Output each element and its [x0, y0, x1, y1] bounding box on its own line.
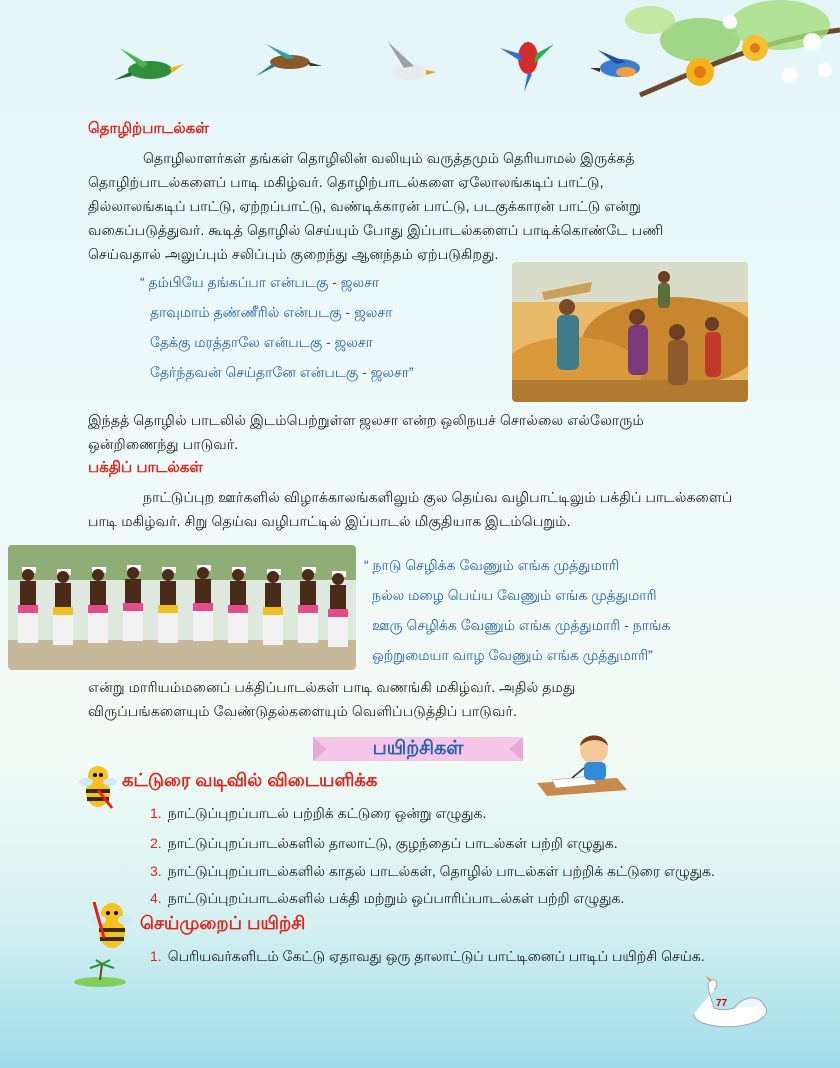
- poem-line: தாவுமாம் தண்ணீரில் என்படகு - ஜலசா: [150, 304, 393, 320]
- work-songs-after-paragraph: [88, 409, 753, 457]
- exercise-text: நாட்டுப்புறப்பாடல்களில் பக்தி மற்றும் ஒப்பாரிப்பாடல்கள் பற்றி எழுதுக.: [167, 890, 625, 906]
- exercise-text: நாட்டுப்புறப்பாடல்களில் தாலாட்டு, குழந்தைப் பாடல்கள் பற்றி எழுதுக.: [167, 835, 618, 851]
- paragraph-line: பாடி மகிழ்வர். சிறு தெய்வ வழிபாட்டில் இப்பாடல் மிகுதியாக இடம்பெறும்.: [88, 514, 571, 530]
- paragraph-line: நாட்டுப்புற ஊர்களில் விழாக்காலங்களிலும் குல தெய்வ வழிபாட்டிலும் பக்திப் பாடல்களைப்: [143, 490, 733, 506]
- devotional-songs-paragraph: [88, 486, 753, 534]
- page-number: 77: [716, 998, 728, 1009]
- poem-line: தேர்ந்தவன் செய்தானே என்படகு - ஜலசா”: [150, 364, 414, 380]
- bird-icon: [388, 42, 436, 80]
- student-writing-icon: [532, 728, 632, 800]
- poem-line: நல்ல மழை பெய்ய வேணும் எங்க முத்துமாரி: [372, 587, 657, 603]
- paragraph-line: செய்வதால் அலுப்பும் சலிப்பும் குறைந்து ஆனந்தம் ஏற்படுகிறது.: [88, 247, 499, 263]
- paragraph-line: ஒன்றிணைந்து பாடுவர்.: [88, 437, 239, 453]
- paragraph-line: இந்தத் தொழில் பாடலில் இடம்பெற்றுள்ள ஜலசா என்ற ஒலிநயச் சொல்லை எல்லோரும்: [88, 413, 644, 429]
- flower-branch-icon: [625, 0, 840, 95]
- exercise-text: பெரியவர்களிடம் கேட்டு ஏதாவது ஒரு தாலாட்டுப் பாட்டினைப் பாடிப் பயிற்சி செய்க.: [167, 948, 705, 964]
- paragraph-line: என்று மாரியம்மனைப் பக்திப்பாடல்கள் பாடி வணங்கி மகிழ்வர். அதில் தமது: [88, 680, 576, 696]
- farm-workers-illustration: [512, 262, 748, 402]
- poem-line: “ தம்பியே தங்கப்பா என்படகு - ஜலசா: [140, 274, 380, 290]
- poem-line: ஒற்றுமையா வாழ வேணும் எங்க முத்துமாரி”: [372, 647, 653, 663]
- paragraph-line: தில்லாலங்கடிப் பாட்டு, ஏற்றப்பாட்டு, வண்டிக்காரன் பாட்டு, படகுக்காரன் பாட்டு என்று: [88, 199, 642, 215]
- exercise-number: 3.: [150, 863, 162, 879]
- paragraph-line: தொழிலாளர்கள் தங்கள் தொழிலின் வலியும் வருத்தமும் தெரியாமல் இருக்கத்: [143, 151, 635, 167]
- exercise-item: [150, 805, 486, 824]
- exercise-item: [150, 863, 715, 882]
- bird-icon: [590, 50, 640, 77]
- essay-questions-heading: கட்டுரை வடிவில் விடையளிக்க: [122, 770, 378, 790]
- bird-icon: [256, 44, 322, 76]
- paragraph-line: விருப்பங்களையும் வேண்டுதல்களையும் வெளிப்படுத்திப் பாடுவர்.: [88, 704, 517, 720]
- exercise-item: [150, 948, 705, 967]
- exercise-item: [150, 835, 618, 854]
- exercise-text: நாட்டுப்புறப்பாடல் பற்றிக் கட்டுரை ஒன்று எழுதுக.: [167, 805, 487, 821]
- bee-mascot-icon: [88, 898, 136, 954]
- paragraph-line: வகைப்படுத்துவர். கூடித் தொழில் செய்யும் போது இப்பாடல்களைப் பாடிக்கொண்டே பணி: [88, 223, 664, 239]
- exercises-banner-title: பயிற்சிகள்: [372, 738, 464, 759]
- bee-mascot-icon: [78, 762, 118, 812]
- poem-line: ஊரு செழிக்க வேணும் எங்க முத்துமாரி - நாங்க: [372, 617, 671, 633]
- swan-icon: [684, 974, 774, 1034]
- exercise-number: 2.: [150, 835, 162, 851]
- exercise-text: நாட்டுப்புறப்பாடல்களில் காதல் பாடல்கள், தொழில் பாடல்கள் பற்றிக் கட்டுரை எழுதுக.: [167, 863, 715, 879]
- birds-decoration: [0, 0, 840, 110]
- practical-exercise-heading: செய்முறைப் பயிற்சி: [140, 913, 306, 933]
- section-heading-work-songs: தொழிற்பாடல்கள்: [88, 120, 209, 137]
- exercise-item: [150, 890, 624, 909]
- exercise-number: 1.: [150, 805, 162, 821]
- paragraph-line: தொழிற்பாடல்களைப் பாடி மகிழ்வர். தொழிற்பாடல்களை ஏலோலங்கடிப் பாட்டு,: [88, 175, 604, 191]
- work-songs-paragraph: [88, 147, 753, 267]
- bird-icon: [114, 48, 184, 80]
- island-palm-icon: [70, 958, 130, 988]
- devotional-songs-after-paragraph: [88, 676, 753, 724]
- exercise-number: 4.: [150, 890, 162, 906]
- folk-dancers-illustration: [8, 545, 356, 670]
- devotional-song-poem: [364, 550, 670, 670]
- poem-line: தேக்கு மரத்தாலே என்படகு - ஜலசா: [150, 334, 373, 350]
- poem-line: “ நாடு செழிக்க வேணும் எங்க முத்துமாரி: [364, 557, 620, 573]
- section-heading-devotional-songs: பக்திப் பாடல்கள்: [88, 459, 203, 476]
- bird-icon: [500, 42, 554, 92]
- work-song-poem: [140, 267, 414, 387]
- exercise-number: 1.: [150, 948, 162, 964]
